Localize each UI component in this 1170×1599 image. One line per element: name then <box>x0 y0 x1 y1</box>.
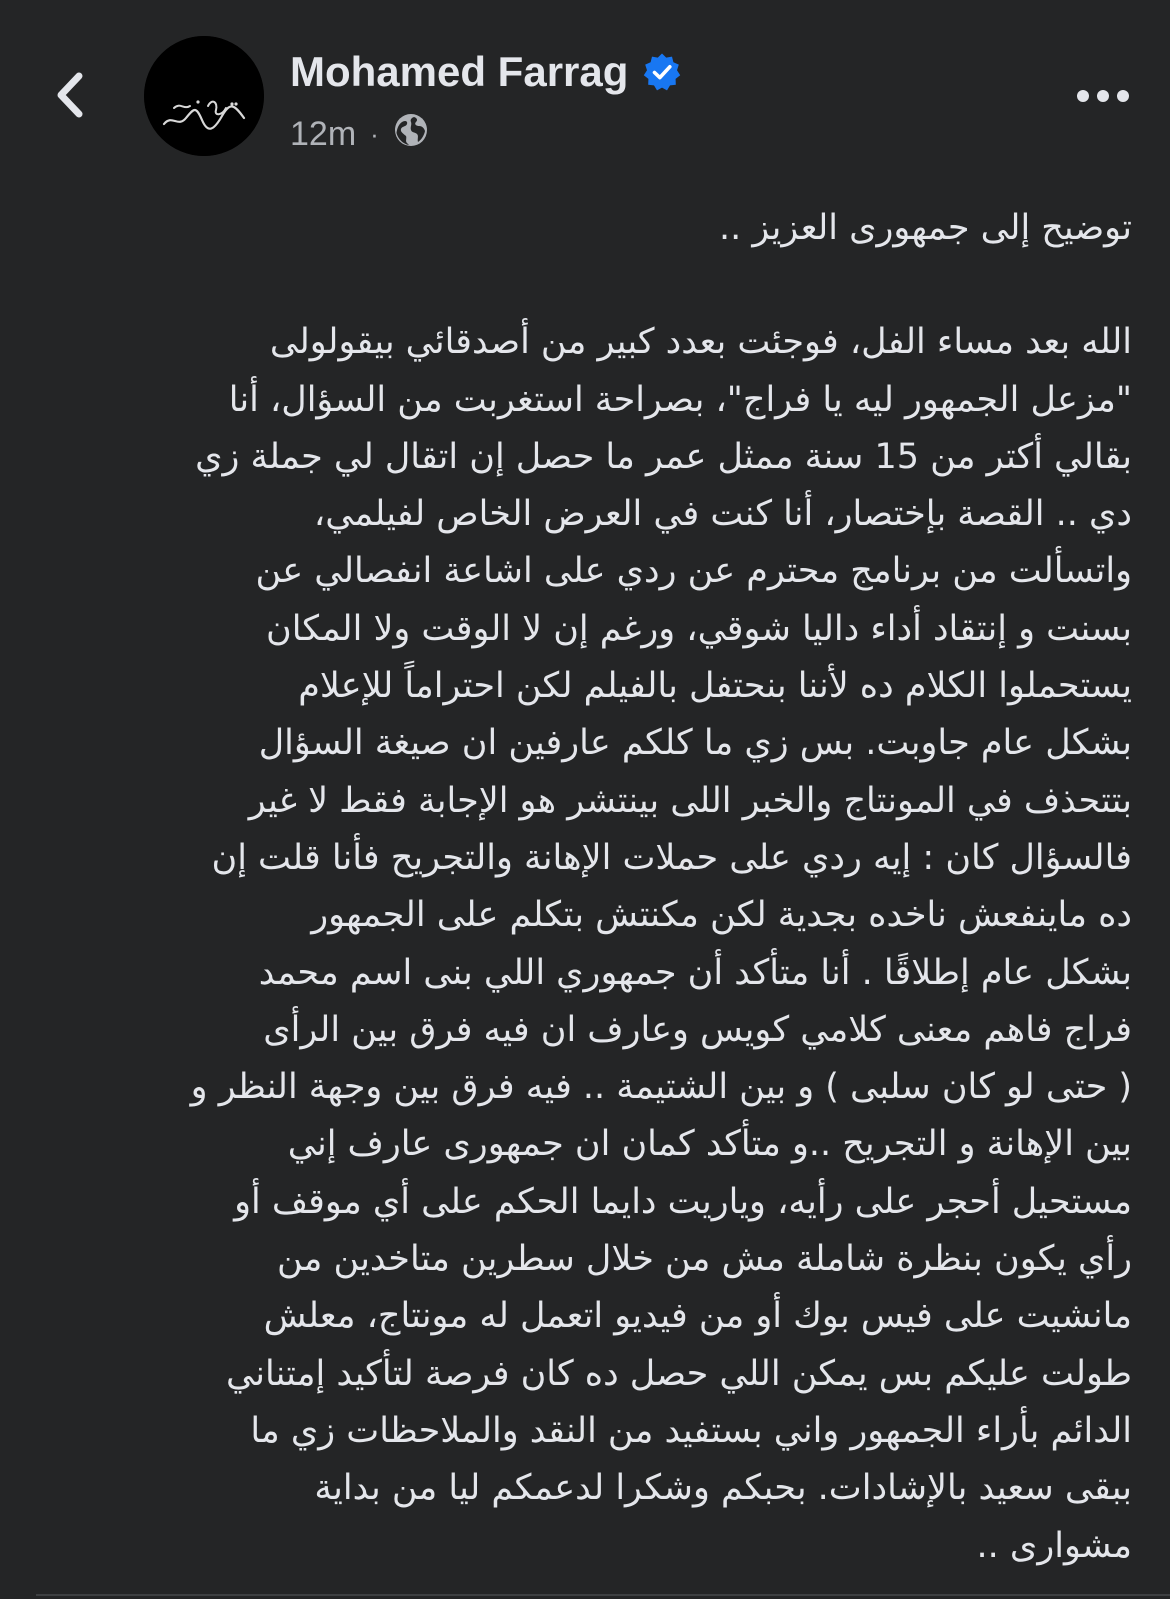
signature-logo-icon <box>144 36 264 156</box>
post-text-line: الله بعد مساء الفل، فوجئت بعدد كبير من أصدقائي بيقولولى <box>269 322 1132 363</box>
post-divider <box>36 1594 1170 1596</box>
post-text-line: بشكل عام جاوبت. بس زي ما كلكم عارفين ان صيغة السؤال <box>258 723 1132 764</box>
post-text-line: مستحيل أحجر على رأيه، وياريت دايما الحكم على أي موقف أو <box>234 1181 1132 1222</box>
post-text-line: مشوارى .. <box>976 1525 1132 1566</box>
globe-icon[interactable] <box>393 112 429 157</box>
post-text-line: بين الإهانة و التجريح ..و متأكد كمان ان جمهورى عارف إني <box>287 1124 1132 1165</box>
more-horizontal-icon <box>1073 88 1133 104</box>
post-text-line: واتسألت من برنامج محترم عن ردي على اشاعة انفصالي عن <box>255 551 1132 592</box>
chevron-left-icon <box>53 70 87 120</box>
post-text-line: يستحملوا الكلام ده لأننا بنحتفل بالفيلم لكن احتراماً للإعلام <box>298 666 1132 707</box>
post-meta <box>290 112 429 157</box>
post-text-line: بتتحذف في المونتاج والخبر اللى بينتشر هو الإجابة فقط لا غير <box>248 780 1132 821</box>
post-text-line: مانشيت على فيس بوك أو من فيديو اتعمل له مونتاج، معلش <box>263 1296 1132 1337</box>
post-text-line: بسنت و إنتقاد أداء داليا شوقي، ورغم إن لا الوقت ولا المكان <box>266 608 1132 649</box>
author-name-text[interactable]: Mohamed Farrag <box>290 48 629 95</box>
post-text-line: ( حتى لو كان سلبى ) و بين الشتيمة .. فيه فرق بين وجهة النظر و <box>190 1067 1132 1108</box>
post-text-line: فالسؤال كان : إيه ردي على حملات الإهانة والتجريح فأنا قلت إن <box>211 837 1132 878</box>
post-text-line: دي .. القصة بإختصار، أنا كنت في العرض الخاص لفيلمي، <box>313 494 1132 535</box>
verified-badge-icon <box>642 52 682 92</box>
post-text-line: ده ماينفعش ناخده بجدية لكن مكنتش بتكلم على الجمهور <box>311 895 1132 936</box>
post-time[interactable]: 12m <box>290 115 357 153</box>
post-text-line: الدائم بأراء الجمهور واني بستفيد من النقد والملاحظات زي ما <box>250 1410 1132 1451</box>
post-text-line: بشكل عام إطلاقًا . أنا متأكد أن جمهوري اللي بنى اسم محمد <box>258 952 1132 993</box>
avatar[interactable] <box>144 36 264 156</box>
post-text-line: بقالي أكتر من 15 سنة ممثل عمر ما حصل إن اتقال لي جملة زي <box>195 436 1132 477</box>
author-name[interactable] <box>290 48 682 96</box>
more-options-button[interactable] <box>1068 76 1138 116</box>
back-button[interactable] <box>40 60 100 130</box>
post-text-line: فراج فاهم معنى كلامي كويس وعارف ان فيه فرق بين الرأى <box>263 1009 1132 1050</box>
post-text-line: ببقى سعيد بالإشادات. بحبكم وشكرا لدعمكم ليا من بداية <box>314 1468 1132 1509</box>
post-text-line: طولت عليكم بس يمكن اللي حصل ده كان فرصة لتأكيد إمتناني <box>226 1353 1132 1394</box>
post-body <box>40 200 1132 1575</box>
post-title: توضيح إلى جمهورى العزيز .. <box>718 208 1132 248</box>
post-header <box>0 0 1170 190</box>
post-text-line: "مزعل الجمهور ليه يا فراج"، بصراحة استغربت من السؤال، أنا <box>228 379 1132 420</box>
meta-separator: · <box>370 119 379 149</box>
post-text-line: رأي يكون بنظرة شاملة مش من خلال سطرين متاخدين من <box>277 1239 1132 1280</box>
